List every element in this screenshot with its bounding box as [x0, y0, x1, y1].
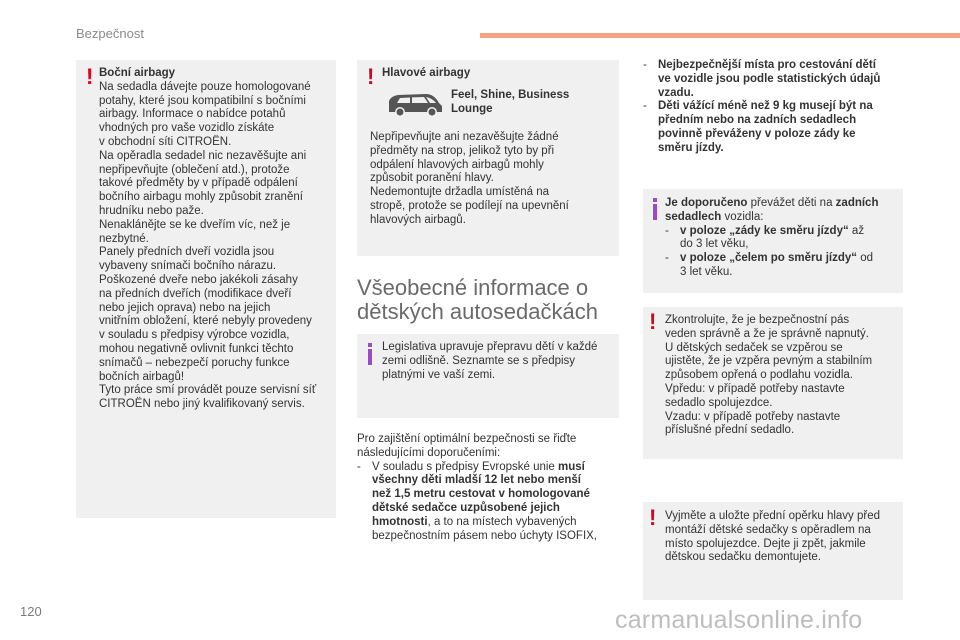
- head-airbags-box: [357, 60, 619, 256]
- headrest-warning-box: ! Vyjměte a uložte přední opěrku hlavy před montáží dětské sedačky s opěradlem na místo spolujezdce. Dejte ji zpět, jakmile dětskou sedačku demontujete.: [643, 502, 903, 600]
- side-airbags-box: [76, 60, 336, 518]
- side-airbags-title: Boční airbagy: [99, 67, 176, 79]
- legislation-info-box: Legislativa upravuje přepravu dětí v každé zemi odlišně. Seznamte se s předpisy platnými ve vaší zemi.: [357, 334, 619, 418]
- head-airbags-title: Hlavové airbagy: [382, 67, 471, 79]
- watermark: carmanualsonline.info: [615, 606, 863, 634]
- info-icon: [368, 349, 372, 365]
- belt-warning-box: ! Zkontrolujte, že je bezpečnostní pás veden správně a že je správně napnutý. U dětských sedaček se vzpěrou se ujistěte, že je vzpěra pevným a stabilním způsobem opřená o podlahu vozidla. Vpředu: v případě potřeby nastavte sedadlo spolujezdce. Vzadu: v případě potřeby nastavte příslušné přední sedadlo.: [643, 307, 903, 459]
- info-icon: [653, 204, 657, 220]
- car-silhouette-icon: [386, 90, 444, 118]
- warning-icon: !: [649, 309, 657, 334]
- head-airbags-versions: Feel, Shine, Business Lounge: [451, 89, 570, 115]
- page-number: 120: [20, 604, 42, 619]
- header-section-title: Bezpečnost: [76, 26, 144, 41]
- rear-seat-info-box: Je doporučeno převážet děti na zadních sedadlech vozidla: - v poloze „zády ke směru jízdy“ až do 3 let věku, - v poloze „čelem po směru jízdy“ od 3 let věku.: [643, 189, 903, 293]
- side-airbags-lines: Na sedadla dávejte pouze homologované potahy, které jsou kompatibilní s bočními airbagy. Informace o nabídce potahů vhodných pro vaše vozidlo získáte v obchodní síti CITROËN. Na opěradla sedadel nic nezavěšujte ani nepřipevňujte (oblečení atd.), protože takové předměty by v případě odpálení bočního airbagu mohly způsobit zranění hrudníku nebo paže. Nenaklánějte se ke dveřím víc, než je nezbytné. Panely předních dveří vozidla jsou vybaveny snímači bočního nárazu. Poškozené dveře nebo jakékoli zásahy na předních dveřích (modifikace dveří nebo jejich oprava) nebo na jejich vnitřním obložení, které nebyly provedeny v souladu s předpisy výrobce vozidla, mohou negativně ovlivnit funkci těchto snímačů – nebezpečí poruchy funkce bočních airbagů! Tyto práce smí provádět pouze servisní síť CITROËN nebo jiný kvalifikovaný servis.: [99, 80, 317, 411]
- section-heading: Všeobecné informace o dětských autosedačkách: [357, 275, 598, 324]
- warning-icon: !: [86, 64, 94, 89]
- recommendations-text: Pro zajištění optimální bezpečnosti se řiďte následujícími doporučeními: - V souladu s předpisy Evropské unie musí všechny děti mladší 12 let nebo menší než 1,5 metru cestovat v homologované dětské sedačce uzpůsobené jejich hmotnosti, a to na místech vybavených bezpečnostním pásem nebo úchyty ISOFIX,: [357, 433, 598, 542]
- child-safety-list: - Nejbezpečnější místa pro cestování dětí ve vozidle jsou podle statistických údajů vzadu. - Děti vážící méně než 9 kg musejí být na předním nebo na zadních sedadlech povinně převáženy v poloze zády ke směru jízdy.: [643, 59, 881, 154]
- header-accent-bar: [480, 33, 960, 38]
- head-airbags-lines: Nepřipevňujte ani nezavěšujte žádné předměty na strop, jelikož tyto by při odpálení hlavových airbagů mohly způsobit poranění hlavy. Nedemontujte držadla umístěná na stropě, protože se podílejí na upevnění hlavových airbagů.: [370, 131, 569, 226]
- warning-icon: !: [649, 505, 657, 530]
- warning-icon: !: [367, 64, 375, 89]
